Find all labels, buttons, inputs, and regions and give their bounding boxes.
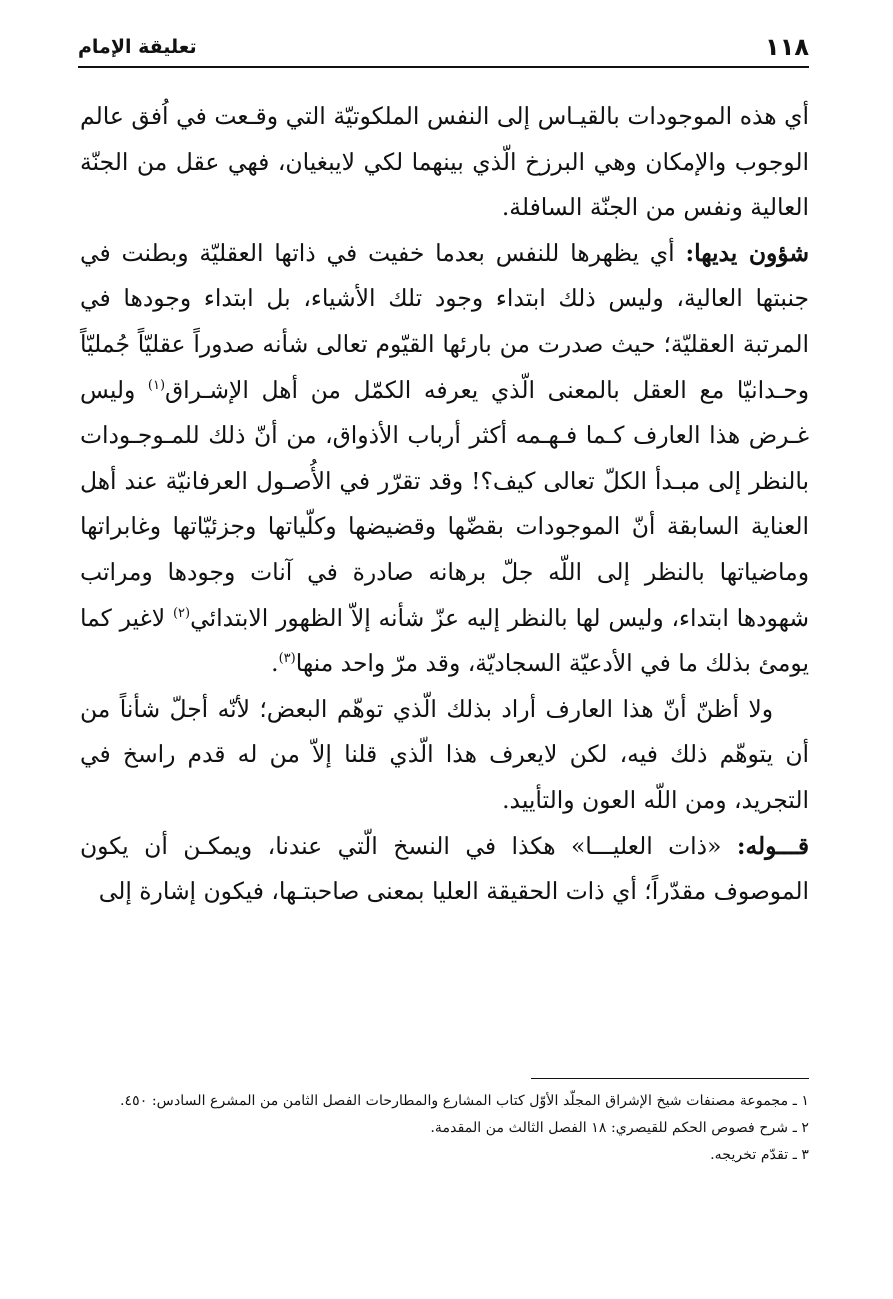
footnote-ref-3[interactable]: (٣): [278, 651, 296, 667]
footnote-3: ٣ ـ تقدّم تخريجه.: [710, 1147, 809, 1163]
paragraph-4-text: «ذات العليـــا» هكذا في النسخ الّتي عندنا، ويمكـن أن يكون الموصوف مقدّراً؛ أي ذات الحقيقة العليا بمعنى صاحبتـها، فيكون إشارة إلى: [80, 831, 809, 906]
paragraph-2-text-c: لاغير كما يومئ بذلك ما في الأدعيّة السجاديّة، وقد مرّ واحد منها: [80, 603, 809, 678]
paragraph-2-text-a: أي يظهرها للنفس بعدما خفيت في ذاتها العقليّة وبطنت في جنبتها العالية، وليس ذلك ابتداء وجود تلك الأشياء، بل ابتداء وجودها في المرتبة العقليّة؛ حيث صدرت من بارئها القيّوم تعالى شأنه صدوراً عقليّاً جُمليّاً وحـدانيّا مع العقل بالمعنى الّذي يعرفه الكمّل من أهل الإشـراق: [80, 238, 809, 404]
paragraph-2-end: .: [271, 649, 279, 678]
footnote-divider: [531, 1078, 809, 1079]
page-number: ١١٨: [765, 33, 809, 61]
main-text: [80, 94, 809, 915]
footnotes: [80, 1088, 809, 1169]
paragraph-4-lead: قـــوله:: [736, 831, 809, 860]
footnote-ref-1[interactable]: (١): [147, 377, 166, 393]
paragraph-2: [80, 231, 809, 687]
running-title: تعليقة الإمام: [78, 36, 197, 58]
paragraph-2-text-b: وليس غـرض هذا العارف كـما فـهـمه أكثر أرباب الأذواق، من أنّ ذلك للمـوجـودات بالنظر إلى مبـدأ الكلّ تعالى كيف؟! وقد تقرّر في الأُصـول العرفانيّة عند أهل العناية السابقة أنّ الموجودات بقضّها وقضيضها وكلّياتها وجزئيّاتها وغابراتها وماضياتها بالنظر إلى اللّه جلّ برهانه صادرة في آنات وجودها ومراتب شهودها ابتداء، وليس لها بالنظر إليه عزّ شأنه إلاّ الظهور الابتدائي: [80, 375, 809, 632]
paragraph-3: ولا أظنّ أنّ هذا العارف أراد بذلك الّذي توهّم البعض؛ لأنّه أجلّ شأناً من أن يتوهّم ذلك فيه، لكن لايعرف هذا الّذي قلنا إلاّ من له قدم راسخ في التجريد، ومن اللّه العون والتأييد.: [80, 694, 809, 814]
paragraph-4: [80, 824, 809, 915]
page-header: [78, 28, 809, 68]
footnote-ref-2[interactable]: (٢): [172, 605, 191, 621]
footnote-1: ١ ـ مجموعة مصنفات شيخ الإشراق المجلّد الأوّل كتاب المشارع والمطارحات الفصل الثامن من المشرع السادس: ٤٥٠.: [119, 1093, 809, 1109]
footnote-2: ٢ ـ شرح فصوص الحكم للقيصري: ١٨ الفصل الثالث من المقدمة.: [430, 1120, 809, 1136]
paragraph-2-lead: شؤون يديها:: [685, 238, 809, 267]
paragraph-1: أي هذه الموجودات بالقيـاس إلى النفس الملكوتيّة التي وقـعت في اُفق عالم الوجوب والإمكان وهي البرزخ الّذي بينهما لكي لايبغيان، فهي عقل من الجنّة العالية ونفس من الجنّة السافلة.: [80, 102, 809, 222]
